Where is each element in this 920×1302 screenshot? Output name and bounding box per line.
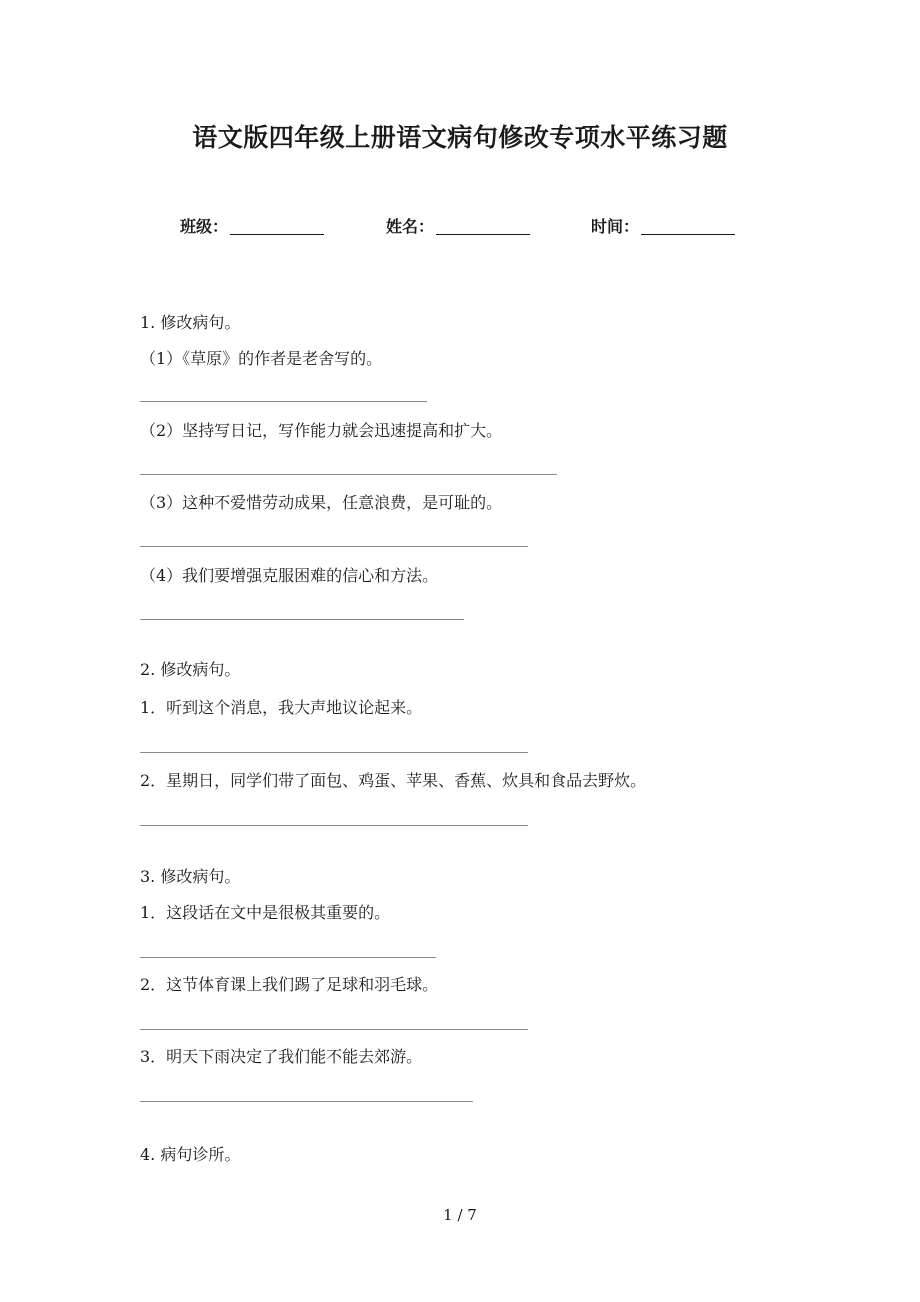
q3-item-2: 2．这节体育课上我们踢了足球和羽毛球。 [140, 975, 439, 994]
time-label: 时间： [591, 217, 640, 236]
page-title: 语文版四年级上册语文病句修改专项水平练习题 [192, 123, 728, 152]
class-field [180, 214, 324, 240]
q1-item-2: （2）坚持写日记，写作能力就会迅速提高和扩大。 [140, 421, 503, 440]
q1-item-4: （4）我们要增强克服困难的信心和方法。 [140, 566, 439, 585]
time-blank[interactable] [641, 218, 735, 235]
class-label: 班级： [180, 217, 229, 236]
q3-answer-line-1[interactable] [140, 957, 436, 958]
time-field [591, 214, 735, 240]
q1-answer-line-2[interactable] [140, 474, 557, 475]
q2-answer-line-1[interactable] [140, 752, 528, 753]
q2-heading: 2. 修改病句。 [140, 660, 241, 679]
q1-item-1: （1）《草原》的作者是老舍写的。 [140, 349, 383, 368]
q1-heading: 1. 修改病句。 [140, 313, 241, 332]
name-blank[interactable] [436, 218, 530, 235]
q3-answer-line-3[interactable] [140, 1101, 473, 1102]
page-number: 1 / 7 [443, 1206, 477, 1224]
q1-answer-line-3[interactable] [140, 546, 528, 547]
q1-item-3: （3）这种不爱惜劳动成果，任意浪费，是可耻的。 [140, 493, 503, 512]
class-blank[interactable] [230, 218, 324, 235]
name-label: 姓名： [386, 217, 435, 236]
q4-heading: 4. 病句诊所。 [140, 1145, 241, 1164]
q1-answer-line-4[interactable] [140, 619, 464, 620]
q3-answer-line-2[interactable] [140, 1029, 528, 1030]
q2-item-2: 2．星期日，同学们带了面包、鸡蛋、苹果、香蕉、炊具和食品去野炊。 [140, 771, 647, 790]
q3-heading: 3. 修改病句。 [140, 867, 241, 886]
name-field [386, 214, 530, 240]
q3-item-3: 3．明天下雨决定了我们能不能去郊游。 [140, 1047, 423, 1066]
q2-answer-line-2[interactable] [140, 825, 528, 826]
q3-item-1: 1．这段话在文中是很极其重要的。 [140, 903, 391, 922]
q1-answer-line-1[interactable] [140, 401, 427, 402]
q2-item-1: 1．听到这个消息，我大声地议论起来。 [140, 698, 423, 717]
